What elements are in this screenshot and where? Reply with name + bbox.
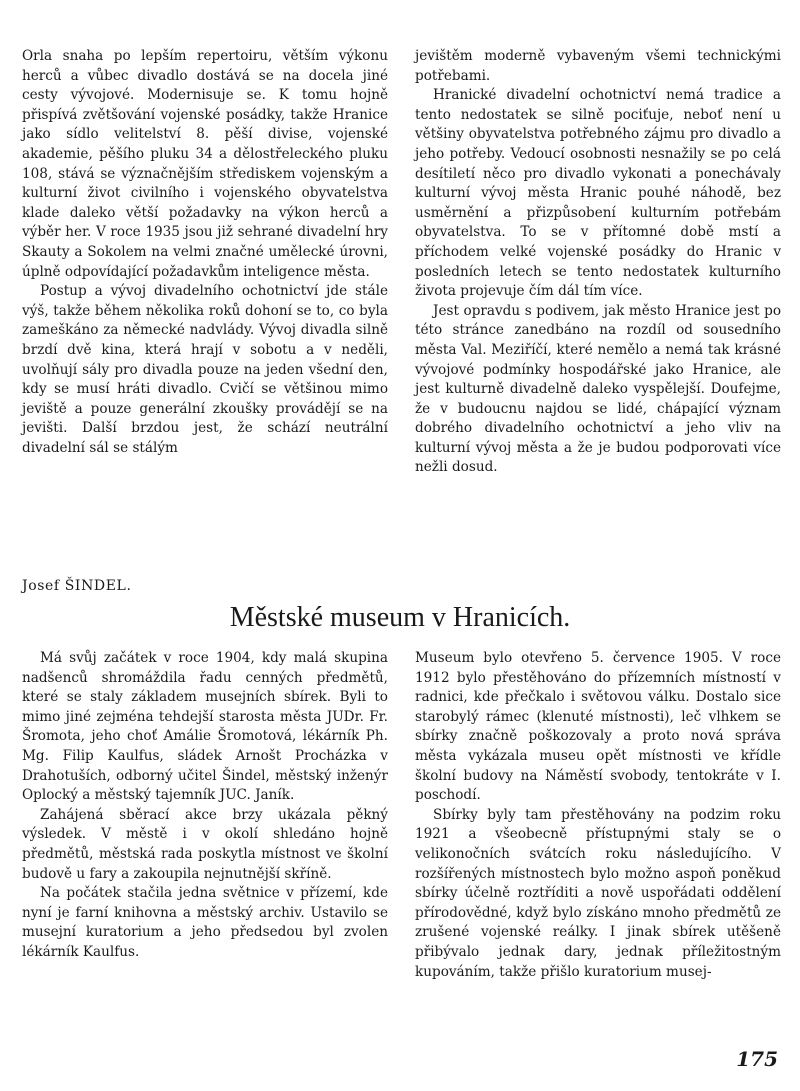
top-right-column (415, 47, 781, 478)
author-name: Josef ŠINDEL. (22, 578, 132, 594)
paragraph: Orla snaha po lepším repertoiru, větším výkonu herců a vůbec divadlo dostává se na docela jiné cesty vývojové. Modernisuje se. K tomu hojně přispívá zvětšování vojenské posádky, takže Hranice jako sídlo velitelství 8. pěší divise, vojenské akademie, pěšího pluku 34 a dělostřeleckého pluku 108, stává se význačnějším střediskem vojenským a kulturní život civilního i vojenského obyvatelstva klade daleko větší požadavky na výkon herců a výběr her. V roce 1935 jsou již sehrané divadelní hry Skauty a Sokolem na velmi značné umělecké úrovni, úplně odpovídající požadavkům inteligence města. (22, 48, 388, 280)
page-number: 175 (736, 1047, 778, 1071)
paragraph: Hranické divadelní ochotnictví nemá tradice a tento nedostatek se silně pociťuje, neboť není u většiny obyvatelstva potřebného zájmu pro divadlo a jeho potřeby. Vedoucí osobnosti nesnažily se po celá desítiletí něco pro divadlo vykonati a ponechávaly kulturní vývoj města Hranic pouhé náhodě, bez usměrnění a přizpůsobení kulturním potřebám obyvatelstva. To se v přítomné době mstí a příchodem velké vojenské posádky do Hranic v posledních letech se tento nedostatek kulturního života projevuje čím dál tím více. (415, 87, 781, 300)
paragraph: jevištěm moderně vybaveným všemi technickými potřebami. (415, 48, 781, 84)
paragraph: Zahájená sběrací akce brzy ukázala pěkný výsledek. V městě i v okolí shledáno hojně předmětů, městská rada poskytla místnost ve školní budově u fary a zakoupila nejnutnější skříně. (22, 806, 388, 882)
paragraph: Postup a vývoj divadelního ochotnictví jde stále výš, takže během několika roků dohoní se to, co byla zameškáno za německé nadvlády. Vývoj divadla silně brzdí dvě kina, která hrají v sobotu a v neděli, uvolňují sály pro divadla pouze na jeden všední den, kdy se musí hráti divadlo. Cvičí se většinou mimo jeviště a pouze generální zkoušky provádějí se na jevišti. Další brzdou jest, že schází neutrální divadelní sál se stálým (22, 283, 388, 456)
paragraph: Sbírky byly tam přestěhovány na podzim roku 1921 a všeobecně přístupnými staly se o velikonočních svátcích roku následujícího. V rozšířených místnostech bylo možno aspoň poněkud sbírky účelně roztříditi a nově uspořádati oddělení přírodovědné, když bylo získáno mnoho předmětů ze zrušené vojenské reálky. I jinak sbírek utěšeně přibývalo jednak dary, jednak příležitostným kupováním, takže přišlo kuratorium musej- (415, 806, 781, 980)
paragraph: Má svůj začátek v roce 1904, kdy malá skupina nadšenců shromáždila řadu cenných předmětů, které se staly základem musejních sbírek. Byli to mimo jiné zejména tehdejší starosta města JUDr. Fr. Šromota, jeho choť Amálie Šromotová, lékárník Ph. Mg. Filip Kaulfus, sládek Arnošt Procházka v Drahotuších, odborný učitel Šindel, městský inženýr Oplocký a městský tajemník JUC. Janík. (22, 650, 388, 804)
paragraph: Jest opravdu s podivem, jak město Hranice jest po této stránce zanedbáno na rozdíl od sousedního města Val. Meziříčí, které nemělo a nemá tak krásné vývojové podmínky hospodářské jako Hranice, ale jest kulturně divadelně daleko vyspělejší. Doufejme, že v budoucnu najdou se lidé, chápající význam dobrého divadelního ochotnictví a jeho vliv na kulturní vývoj města a že je budou podporovati více nežli dosud. (415, 302, 781, 476)
top-left-column (22, 47, 388, 458)
article-title: Městské museum v Hranicích. (229, 602, 571, 633)
bottom-left-column (22, 649, 388, 963)
paragraph: Na počátek stačila jedna světnice v přízemí, kde nyní je farní knihovna a městský archiv. Ustavilo se musejní kuratorium a jeho předsedou byl zvolen lékárník Kaulfus. (22, 885, 388, 960)
bottom-right-column (415, 649, 781, 982)
paragraph: Museum bylo otevřeno 5. července 1905. V roce 1912 bylo přestěhováno do přízemních místností v radnici, kde přečkalo i světovou válku. Dostalo sice starobylý rámec (klenuté místnosti), leč vlhkem se sbírky značně poškozovaly a proto nová správa města vykázala museu opět místnosti ve křídle školní budovy na Náměstí svobody, tentokráte v I. poschodí. (415, 650, 781, 804)
